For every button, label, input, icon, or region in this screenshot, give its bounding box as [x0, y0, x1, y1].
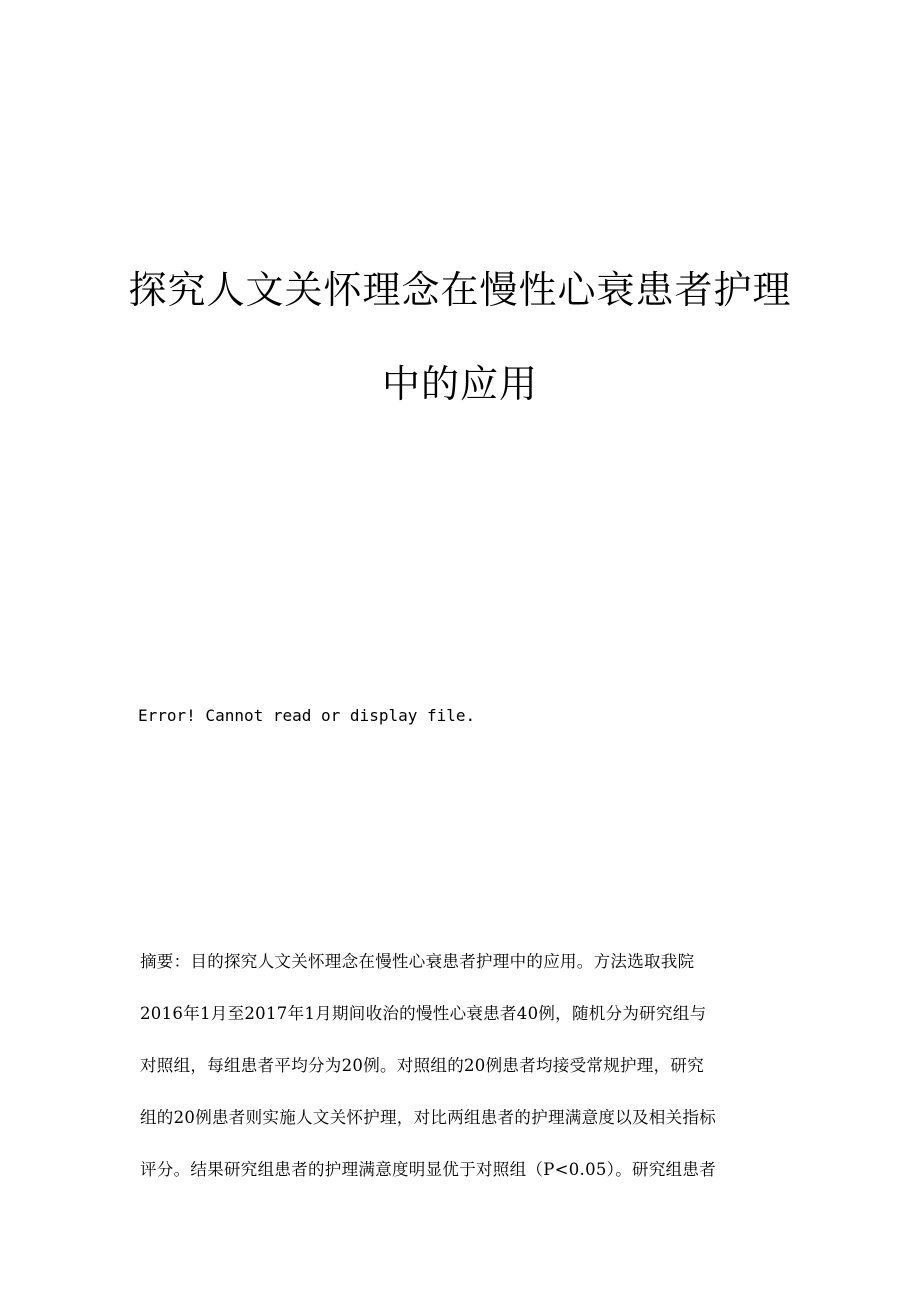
abstract-paragraph: [140, 950, 780, 1210]
abstract-line-1: 摘要：目的探究人文关怀理念在慢性心衰患者护理中的应用。方法选取我院: [140, 952, 695, 971]
abstract-line-4: 组的20例患者则实施人文关怀护理，对比两组患者的护理满意度以及相关指标: [140, 1108, 716, 1127]
abstract-line-2: 2016年1月至2017年1月期间收治的慢性心衰患者40例，随机分为研究组与: [140, 1004, 707, 1023]
abstract-line-5: 评分。结果研究组患者的护理满意度明显优于对照组（P<0.05）。研究组患者: [140, 1160, 717, 1179]
image-error-message: Error! Cannot read or display file.: [138, 706, 476, 725]
abstract-line-3: 对照组，每组患者平均分为20例。对照组的20例患者均接受常规护理，研究: [140, 1056, 704, 1075]
document-title-line-1: 探究人文关怀理念在慢性心衰患者护理: [128, 268, 792, 312]
document-title-line-2: 中的应用: [381, 362, 538, 406]
